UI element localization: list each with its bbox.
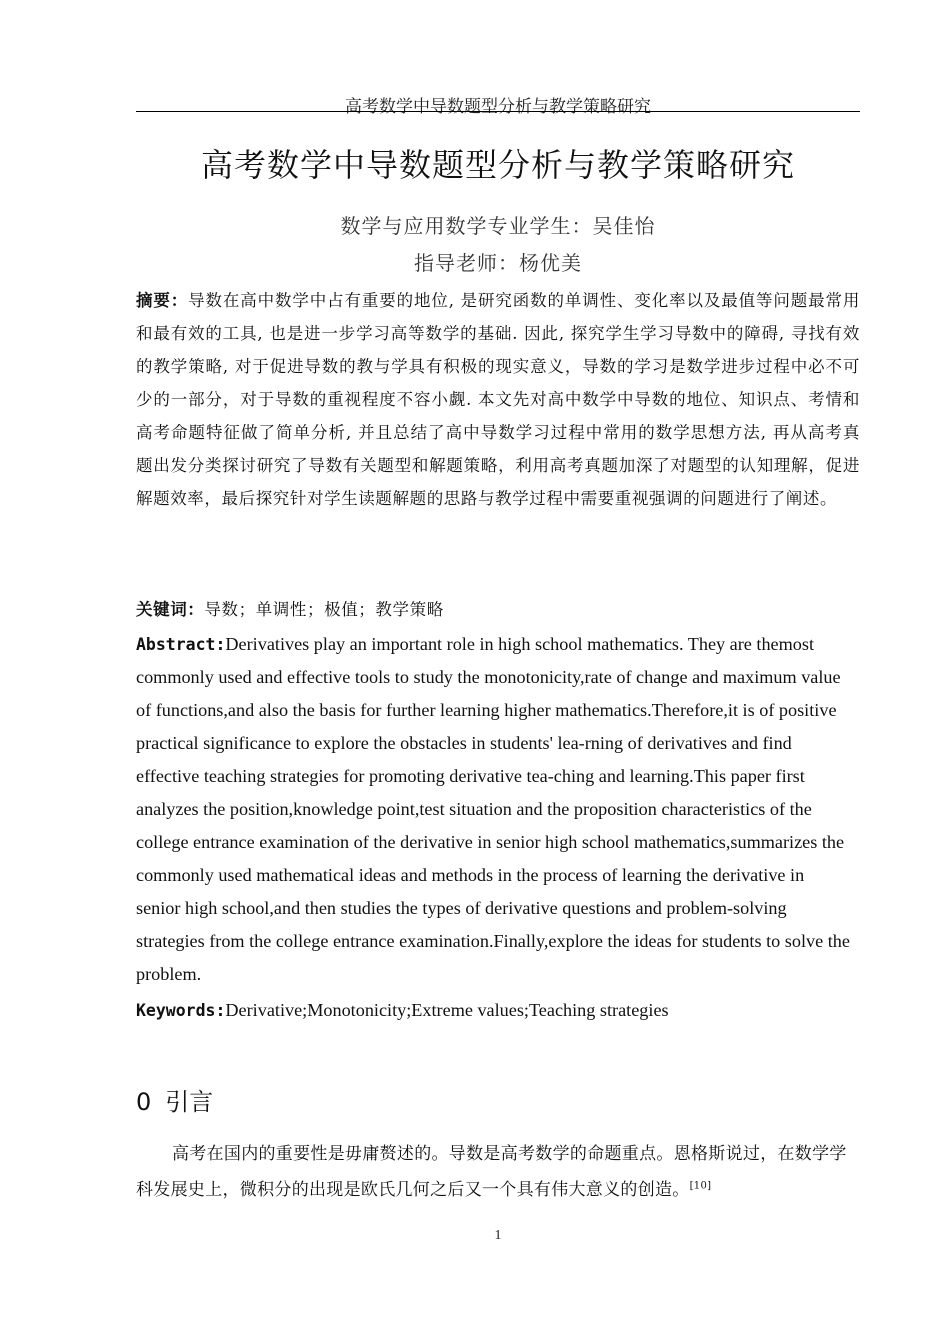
keywords-en-text: Derivative;Monotonicity;Extreme values;Teaching strategies bbox=[225, 1000, 669, 1020]
intro-text: 高考在国内的重要性是毋庸赘述的。导数是高考数学的命题重点。恩格斯说过，在数学学科发展史上，微积分的出现是欧氏几何之后又一个具有伟大意义的创造。 bbox=[136, 1144, 847, 1200]
paper-title: 高考数学中导数题型分析与教学策略研究 bbox=[200, 146, 795, 184]
keywords-en bbox=[136, 994, 860, 1027]
advisor-line: 指导老师：杨优美 bbox=[414, 251, 582, 275]
keywords-en-separator: : bbox=[215, 1001, 226, 1020]
section-title: 引言 bbox=[165, 1088, 214, 1116]
keywords-en-label: Keywords bbox=[136, 1001, 216, 1020]
abstract-en-separator: : bbox=[215, 635, 226, 654]
abstract-en bbox=[136, 628, 850, 991]
section-heading bbox=[136, 1082, 213, 1117]
keywords-cn-text: 导数；单调性；极值；教学策略 bbox=[204, 600, 444, 619]
intro-paragraph bbox=[136, 1136, 852, 1208]
abstract-en-text: Derivatives play an important role in high school mathematics. They are themost commonly used and effective tools to study the monotonicity,rate of change and maximum value of functions,and also the basis for further learning higher mathematics.Therefore,it is of positive practical significance to explore the obstacles in students' lea-rning of derivatives and find effective teaching strategies for promoting derivative tea-ching and learning.This paper first analyzes the position,knowledge point,test situation and the proposition characteristics of the college entrance examination of the derivative in senior high school mathematics,summarizes the commonly used mathematical ideas and methods in the process of learning the derivative in senior high school,and then studies the types of derivative questions and problem-solving strategies from the college entrance examination.Finally,explore the ideas for students to solve the problem. bbox=[136, 634, 850, 984]
keywords-cn-label: 关键词： bbox=[136, 600, 205, 619]
abstract-cn bbox=[136, 284, 860, 515]
header-rule bbox=[136, 111, 860, 112]
author-line: 数学与应用数学专业学生：吴佳怡 bbox=[340, 214, 656, 238]
page-number: 1 bbox=[494, 1228, 502, 1243]
section-number: 0 bbox=[136, 1088, 152, 1116]
abstract-cn-label: 摘要： bbox=[136, 291, 189, 310]
abstract-cn-text: 导数在高中数学中占有重要的地位, 是研究函数的单调性、变化率以及最值等问题最常用和最有效的工具, 也是进一步学习高等数学的基础. 因此, 探究学生学习导数中的障碍, 寻找有效的教学策略, 对于促进导数的教与学具有积极的现实意义，导数的学习是数学进步过程中必不可少的一部分，对于导数的重视程度不容小觑. 本文先对高中数学中导数的地位、知识点、考情和高考命题特征做了简单分析, 并且总结了高中导数学习过程中常用的数学思想方法, 再从高考真题出发分类探讨研究了导数有关题型和解题策略，利用高考真题加深了对题型的认知理解，促进解题效率，最后探究针对学生读题解题的思路与教学过程中需要重视强调的问题进行了阐述。 bbox=[136, 291, 860, 508]
running-header: 高考数学中导数题型分析与教学策略研究 bbox=[345, 97, 651, 116]
abstract-en-label: Abstract bbox=[136, 635, 216, 654]
citation-marker[interactable]: [10] bbox=[689, 1180, 712, 1192]
keywords-cn bbox=[136, 593, 860, 626]
